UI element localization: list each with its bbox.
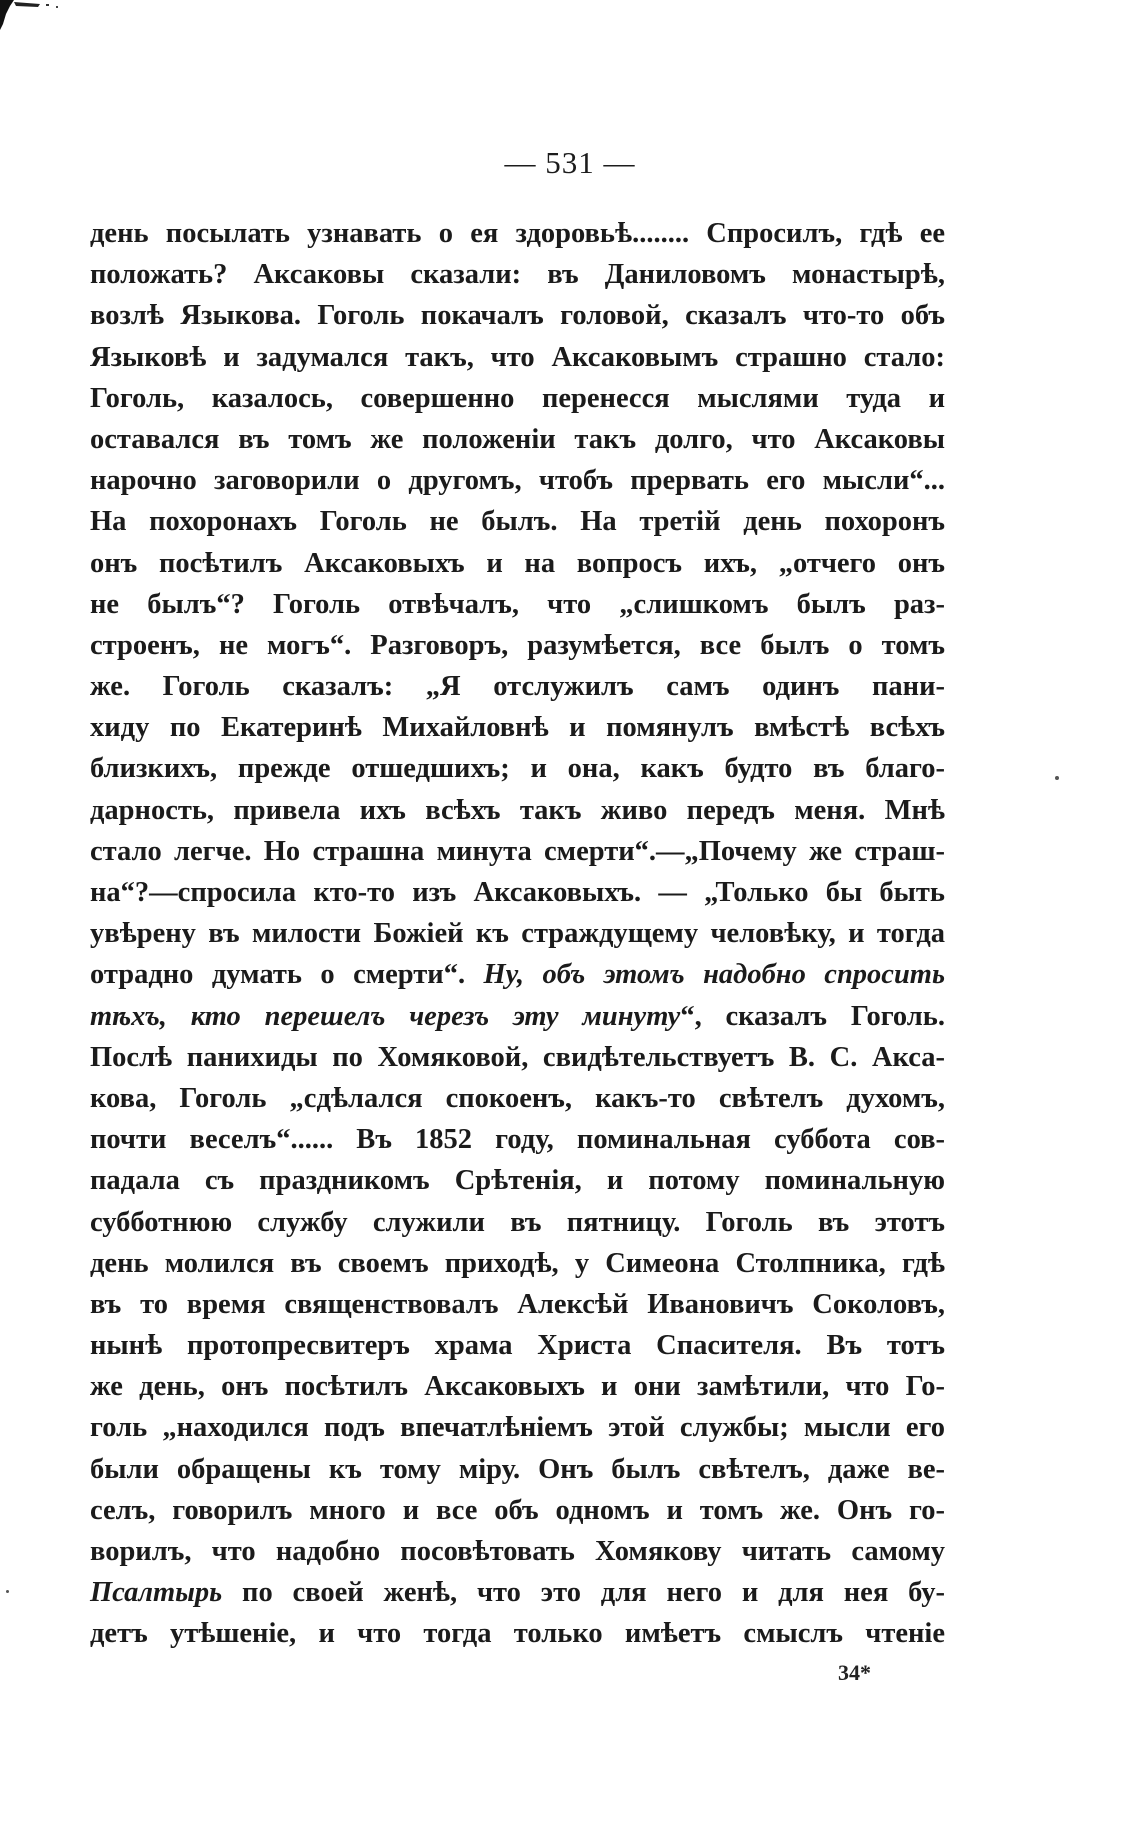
text-line: отрадно думать о смерти“. Ну, объ этомъ надобно спросить <box>90 959 945 991</box>
text-line: положать? Аксаковы сказали: въ Даниловомъ монастырѣ, <box>90 259 945 291</box>
text-line: не былъ“? Гоголь отвѣчалъ, что „слишкомъ былъ раз- <box>90 588 945 620</box>
text-line: ворилъ, что надобно посовѣтовать Хомякову читать самому <box>90 1536 945 1567</box>
text-line: онъ посѣтилъ Аксаковыхъ и на вопросъ ихъ, „отчего онъ <box>90 547 945 579</box>
italic-quote: тѣхъ, кто перешелъ черезъ эту минуту <box>90 1000 681 1032</box>
text-line: день посылать узнавать о ея здоровьѣ........ Спросилъ, гдѣ ее <box>90 218 945 249</box>
text-line: кова, Гоголь „сдѣлался спокоенъ, какъ-то свѣтелъ духомъ, <box>90 1082 945 1114</box>
text-line: селъ, говорилъ много и все объ одномъ и томъ же. Онъ го- <box>90 1494 945 1526</box>
text-line: увѣрену въ милости Божіей къ страждущему человѣку, и тогда <box>90 918 945 950</box>
italic-word: Псалтырь <box>90 1577 223 1609</box>
text-line: день молился въ своемъ приходѣ, у Симеона Столпника, гдѣ <box>90 1247 945 1279</box>
text-line: оставался въ томъ же положеніи такъ долго, что Аксаковы <box>90 423 945 455</box>
text-line: же. Гоголь сказалъ: „Я отслужилъ самъ одинъ пани- <box>90 671 945 703</box>
scan-speck <box>6 1590 9 1593</box>
italic-quote: Ну, объ этомъ надобно спросить <box>483 959 945 991</box>
text-line: Гоголь, казалось, совершенно перенесся мыслями туда и <box>90 382 945 414</box>
text-line: субботнюю службу служили въ пятницу. Гоголь въ этотъ <box>90 1206 945 1238</box>
text-line: въ то время священствовалъ Алексѣй Ивановичъ Соколовъ, <box>90 1288 945 1320</box>
text-line: тѣхъ, кто перешелъ черезъ эту минуту“, сказалъ Гоголь. <box>90 1000 945 1032</box>
text-line: детъ утѣшеніе, и что тогда только имѣетъ смыслъ чтеніе <box>90 1618 945 1650</box>
text-line: нынѣ протопресвитеръ храма Христа Спасителя. Въ тотъ <box>90 1330 945 1362</box>
text-line: были обращены къ тому міру. Онъ былъ свѣтелъ, даже ве- <box>90 1453 945 1485</box>
text-line: дарность, привела ихъ всѣхъ такъ живо передъ меня. Мнѣ <box>90 794 945 826</box>
printer-signature-mark: 34* <box>838 1660 871 1685</box>
text-line: близкихъ, прежде отшедшихъ; и она, какъ будто въ благо- <box>90 753 945 785</box>
text-line: падала съ праздникомъ Срѣтенія, и потому поминальную <box>90 1165 945 1197</box>
text-line: голь „находился подъ впечатлѣніемъ этой службы; мысли его <box>90 1412 945 1444</box>
text-line: На похоронахъ Гоголь не былъ. На третій день похоронъ <box>90 506 945 538</box>
page-text <box>90 213 945 1655</box>
text-line: хиду по Екатеринѣ Михайловнѣ и помянулъ вмѣстѣ всѣхъ <box>90 712 945 744</box>
text-line: стало легче. Но страшна минута смерти“.—„Почему же страш- <box>90 835 945 867</box>
scan-speck <box>1055 776 1059 780</box>
text-line: Языковѣ и задумался такъ, что Аксаковымъ страшно стало: <box>90 341 945 373</box>
text-line: на“?—спросила кто-то изъ Аксаковыхъ. — „Только бы быть <box>90 877 945 908</box>
text-line: же день, онъ посѣтилъ Аксаковыхъ и они замѣтили, что Го- <box>90 1371 945 1403</box>
page-number: — 531 — <box>504 145 636 180</box>
text-line: Послѣ панихиды по Хомяковой, свидѣтельствуетъ В. С. Акса- <box>90 1041 945 1073</box>
scan-corner-mark <box>0 0 70 50</box>
text-line: строенъ, не могъ“. Разговоръ, разумѣется, все былъ о томъ <box>90 629 945 661</box>
text-line: Псалтырь по своей женѣ, что это для него и для нея бу- <box>90 1577 945 1609</box>
text-line: почти веселъ“...... Въ 1852 году, поминальная суббота сов- <box>90 1124 945 1156</box>
text-line: нарочно заговорили о другомъ, чтобъ прервать его мысли“... <box>90 465 945 497</box>
text-line: возлѣ Языкова. Гоголь покачалъ головой, сказалъ что-то объ <box>90 300 945 332</box>
